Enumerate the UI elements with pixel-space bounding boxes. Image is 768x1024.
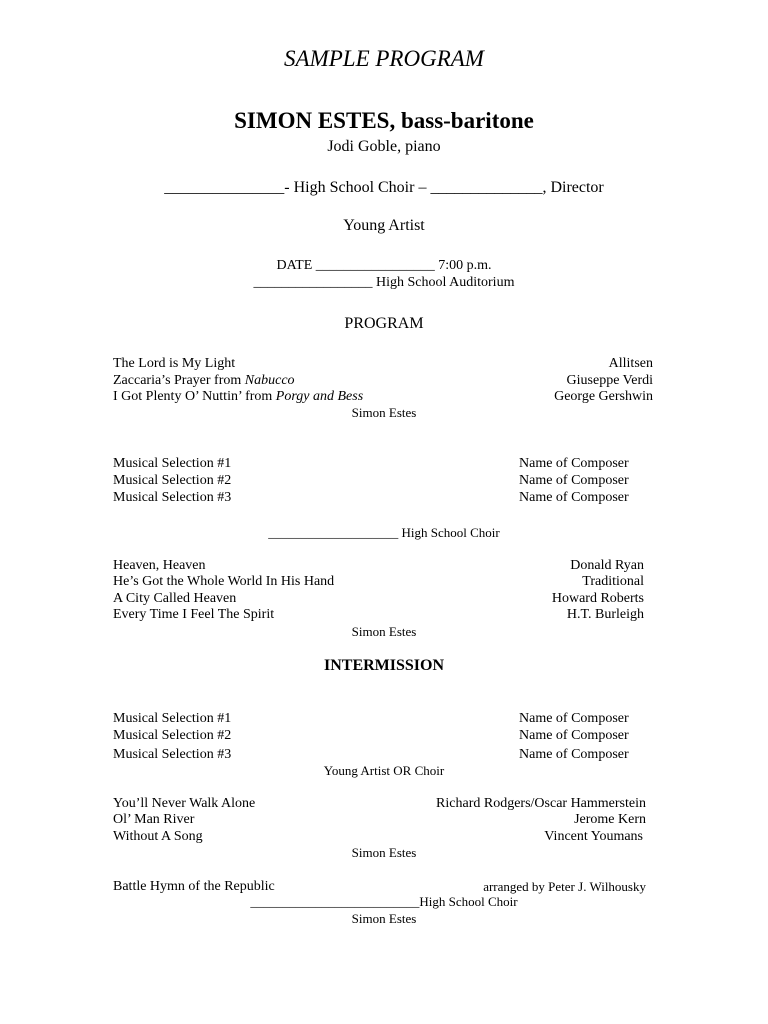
performer-heading: SIMON ESTES, bass-baritone bbox=[234, 108, 534, 133]
choir-director-line: _______________- High School Choir – ______________, Director bbox=[164, 179, 604, 196]
list-item bbox=[113, 878, 646, 895]
list-item bbox=[113, 472, 653, 489]
composer-name: Vincent Youmans bbox=[544, 829, 643, 844]
piece-title: The Lord is My Light bbox=[113, 356, 236, 371]
intermission-heading: INTERMISSION bbox=[323, 657, 445, 674]
set-performer: Simon Estes bbox=[351, 911, 417, 926]
composer-name: Allitsen bbox=[608, 356, 653, 371]
composer-name: George Gershwin bbox=[554, 389, 653, 404]
piece-title: A City Called Heaven bbox=[113, 591, 237, 606]
composer-name: Jerome Kern bbox=[574, 812, 646, 827]
piece-title: I Got Plenty O’ Nuttin’ from Porgy and Bess bbox=[113, 389, 364, 404]
composer-name: Traditional bbox=[582, 574, 644, 589]
composer-name: arranged by Peter J. Wilhousky bbox=[483, 879, 646, 894]
piece-title: Battle Hymn of the Republic bbox=[113, 879, 275, 894]
list-item bbox=[113, 557, 644, 574]
piece-title: Musical Selection #3 bbox=[113, 490, 232, 505]
date-line: DATE _________________ 7:00 p.m. bbox=[276, 258, 492, 273]
piece-title: Heaven, Heaven bbox=[113, 558, 206, 573]
piece-title: Every Time I Feel The Spirit bbox=[113, 607, 275, 622]
piece-title: Zaccaria’s Prayer from Nabucco bbox=[113, 373, 295, 388]
list-item bbox=[113, 388, 653, 405]
composer-name: Richard Rodgers/Oscar Hammerstein bbox=[436, 796, 646, 811]
composer-name: Name of Composer bbox=[519, 490, 629, 505]
piece-title: Ol’ Man River bbox=[113, 812, 195, 827]
set-performer: Young Artist OR Choir bbox=[323, 763, 445, 778]
list-item bbox=[113, 606, 644, 623]
list-item bbox=[113, 355, 653, 372]
composer-name: Name of Composer bbox=[519, 711, 629, 726]
list-item bbox=[113, 372, 653, 389]
set-performer: ____________________ High School Choir bbox=[268, 525, 500, 540]
accompanist-line: Jodi Goble, piano bbox=[327, 138, 441, 155]
program-title: SAMPLE PROGRAM bbox=[284, 46, 484, 71]
piece-title: Musical Selection #2 bbox=[113, 728, 232, 743]
list-item bbox=[113, 489, 653, 506]
composer-name: Donald Ryan bbox=[570, 558, 644, 573]
piece-title: You’ll Never Walk Alone bbox=[113, 796, 256, 811]
program-heading: PROGRAM bbox=[344, 315, 424, 332]
set-performer: Simon Estes bbox=[351, 624, 417, 639]
list-item bbox=[113, 727, 653, 744]
composer-name: Name of Composer bbox=[519, 456, 629, 471]
piece-title: Musical Selection #2 bbox=[113, 473, 232, 488]
piece-title: Musical Selection #1 bbox=[113, 456, 232, 471]
list-item bbox=[113, 795, 646, 812]
composer-name: Howard Roberts bbox=[551, 591, 644, 606]
set-performer: Simon Estes bbox=[351, 405, 417, 420]
list-item bbox=[113, 573, 644, 590]
piece-title: Musical Selection #3 bbox=[113, 747, 232, 762]
venue-line: _________________ High School Auditorium bbox=[253, 275, 515, 290]
composer-name: Giuseppe Verdi bbox=[566, 373, 653, 388]
young-artist-line: Young Artist bbox=[343, 217, 425, 234]
piece-title: He’s Got the Whole World In His Hand bbox=[113, 574, 335, 589]
composer-name: Name of Composer bbox=[519, 747, 629, 762]
piece-title: Musical Selection #1 bbox=[113, 711, 232, 726]
composer-name: Name of Composer bbox=[519, 728, 629, 743]
list-item bbox=[113, 746, 653, 763]
list-item bbox=[113, 710, 653, 727]
list-item bbox=[113, 455, 653, 472]
composer-name: H.T. Burleigh bbox=[566, 607, 644, 622]
list-item bbox=[113, 811, 646, 828]
set-performer: Simon Estes bbox=[351, 845, 417, 860]
choir-line: __________________________High School Choir bbox=[250, 894, 518, 909]
composer-name: Name of Composer bbox=[519, 473, 629, 488]
piece-title: Without A Song bbox=[113, 829, 203, 844]
list-item bbox=[113, 590, 644, 607]
list-item bbox=[113, 828, 643, 845]
